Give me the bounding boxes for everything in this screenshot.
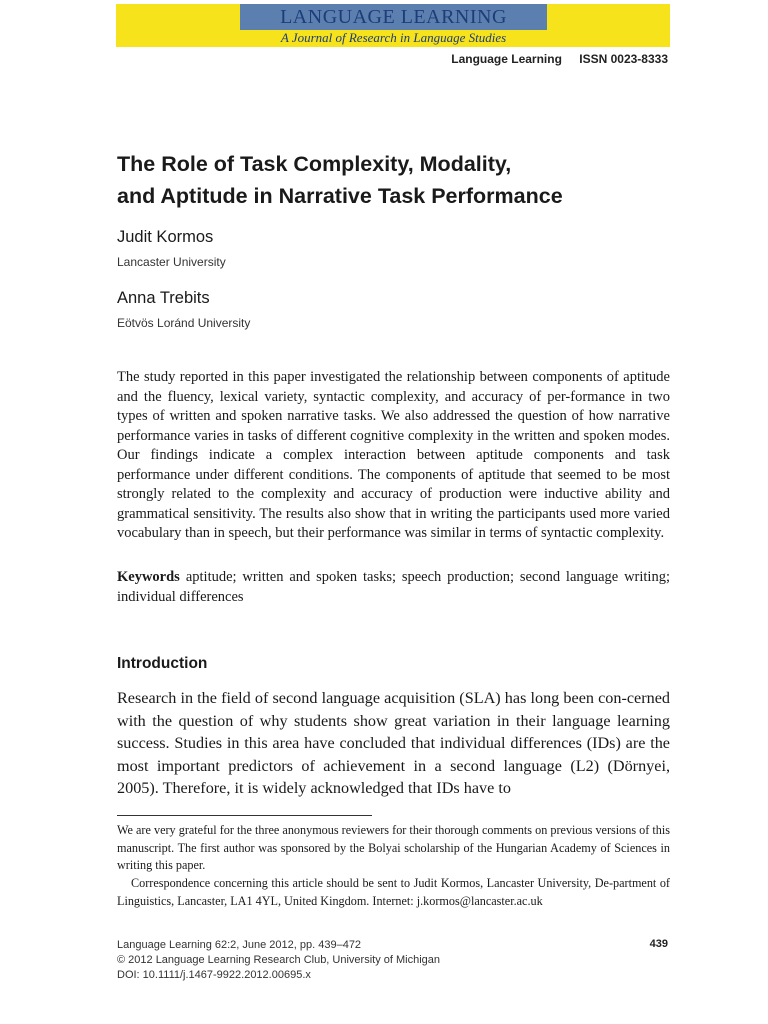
footer-citation: Language Learning 62:2, June 2012, pp. 439–472 [117,939,362,951]
author-affiliation: Lancaster University [117,255,226,269]
journal-info-line [451,52,668,66]
page-number: 439 [649,938,668,950]
journal-name: Language Learning [451,52,562,66]
footnote-divider [117,815,372,816]
article-title [117,148,677,212]
section-heading-introduction: Introduction [117,655,208,672]
footer-doi: DOI: 10.1111/j.1467-9922.2012.00695.x [117,969,311,981]
journal-issn: ISSN 0023-8333 [579,52,668,66]
keywords [117,568,670,607]
footnote-correspondence: Correspondence concerning this article should be sent to Judit Kormos, Lancaster University, De-partment of Linguistics, Lancaster, LA1 4YL, United Kingdom. Internet: j.kormos@lancaster.ac.uk [117,876,670,908]
footer-copyright: © 2012 Language Learning Research Club, University of Michigan [117,954,441,966]
author-name: Judit Kormos [117,228,214,246]
page-footer [117,938,670,983]
article-title-line-1: The Role of Task Complexity, Modality, [117,152,512,176]
footnote-acknowledgement: We are very grateful for the three anonymous reviewers for their thorough comments on previous versions of this manuscript. The first author was sponsored by the Bolyai scholarship of the Hungarian Academy of Sciences in writing this paper. [117,823,670,872]
article-title-line-2: and Aptitude in Narrative Task Performance [117,184,563,208]
keywords-list: aptitude; written and spoken tasks; speech production; second language writing; individual differences [117,569,670,605]
abstract: The study reported in this paper investigated the relationship between components of aptitude and the fluency, lexical variety, syntactic complexity, and accuracy of per-formance in two types of written and spoken narrative tasks. We also addressed the question of how narrative performance varies in tasks of different cognitive complexity in the written and spoken modes. Our findings indicate a complex interaction between aptitude components and task performance under different conditions. The components of aptitude that seemed to be most strongly related to the complexity and accuracy of production were inductive ability and grammatical sensitivity. The results also show that in writing the participants used more varied vocabulary than in speech, but their performance was similar in terms of syntactic complexity. [117,369,670,541]
keywords-label: Keywords [117,569,180,585]
journal-banner-title: LANGUAGE LEARNING [240,4,547,30]
author-affiliation: Eötvös Loránd University [117,316,251,330]
journal-banner-subtitle: A Journal of Research in Language Studies [280,30,507,45]
author-name: Anna Trebits [117,289,210,307]
introduction-paragraph: Research in the field of second language acquisition (SLA) has long been con-cerned with the question of why students show great variation in their language learning success. Studies in this area have concluded that individual differences (IDs) are the most important predictors of achievement in a second language (L2) (Dörnyei, 2005). Therefore, it is widely acknowledged that IDs have to [117,689,670,797]
